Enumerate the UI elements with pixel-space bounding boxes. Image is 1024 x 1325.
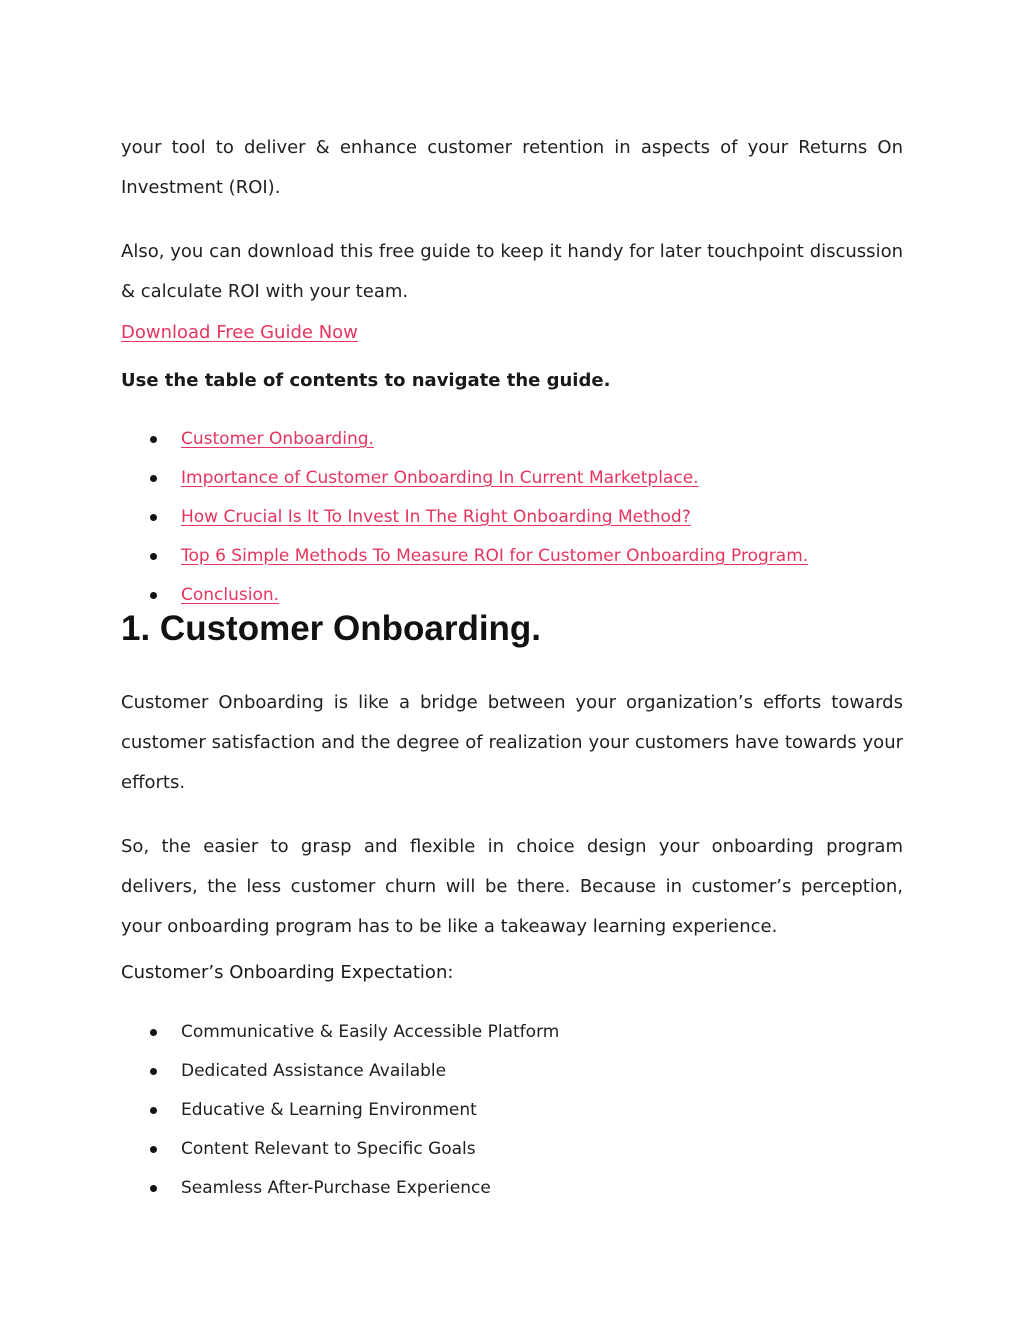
table-of-contents — [121, 420, 903, 615]
section-heading: 1. Customer Onboarding. — [121, 609, 542, 648]
toc-heading: Use the table of contents to navigate the guide. — [121, 370, 611, 391]
section-paragraph: So, the easier to grasp and flexible in choice design your onboarding program delivers, the less customer churn will be there. Because in customer’s perception, your onboarding program has to be like a takeaway learning experience. — [121, 836, 903, 937]
list-item — [121, 1130, 903, 1169]
list-item — [121, 1169, 903, 1208]
bullet-icon — [150, 1029, 157, 1036]
toc-item — [121, 576, 903, 615]
list-item-text: Dedicated Assistance Available — [181, 1061, 447, 1081]
toc-link-importance[interactable]: Importance of Customer Onboarding In Current Marketplace. — [181, 468, 699, 488]
toc-item — [121, 537, 903, 576]
toc-link-invest[interactable]: How Crucial Is It To Invest In The Right Onboarding Method? — [181, 507, 691, 527]
list-item-text: Content Relevant to Specific Goals — [181, 1139, 476, 1159]
list-item — [121, 1013, 903, 1052]
expectation-label: Customer’s Onboarding Expectation: — [121, 962, 454, 983]
download-guide-link[interactable]: Download Free Guide Now — [121, 322, 358, 343]
document-page — [121, 128, 903, 1208]
bullet-icon — [150, 514, 157, 521]
toc-link-customer-onboarding[interactable]: Customer Onboarding. — [181, 429, 374, 449]
list-item-text: Communicative & Easily Accessible Platform — [181, 1022, 560, 1042]
bullet-icon — [150, 436, 157, 443]
bullet-icon — [150, 1068, 157, 1075]
list-item — [121, 1052, 903, 1091]
toc-item — [121, 420, 903, 459]
bullet-icon — [150, 1185, 157, 1192]
toc-link-conclusion[interactable]: Conclusion. — [181, 585, 280, 605]
list-item — [121, 1091, 903, 1130]
expectation-list — [121, 1013, 903, 1208]
toc-link-methods[interactable]: Top 6 Simple Methods To Measure ROI for Customer Onboarding Program. — [181, 546, 809, 566]
bullet-icon — [150, 592, 157, 599]
section-paragraph: Customer Onboarding is like a bridge between your organization’s efforts towards customer satisfaction and the degree of realization your customers have towards your efforts. — [121, 692, 903, 793]
toc-item — [121, 498, 903, 537]
toc-item — [121, 459, 903, 498]
bullet-icon — [150, 1146, 157, 1153]
intro-paragraph: your tool to deliver & enhance customer retention in aspects of your Returns On Investment (ROI). — [121, 137, 903, 198]
bullet-icon — [150, 475, 157, 482]
bullet-icon — [150, 1107, 157, 1114]
list-item-text: Educative & Learning Environment — [181, 1100, 477, 1120]
download-paragraph: Also, you can download this free guide to keep it handy for later touchpoint discussion & calculate ROI with your team. — [121, 241, 903, 302]
bullet-icon — [150, 553, 157, 560]
list-item-text: Seamless After-Purchase Experience — [181, 1178, 491, 1198]
